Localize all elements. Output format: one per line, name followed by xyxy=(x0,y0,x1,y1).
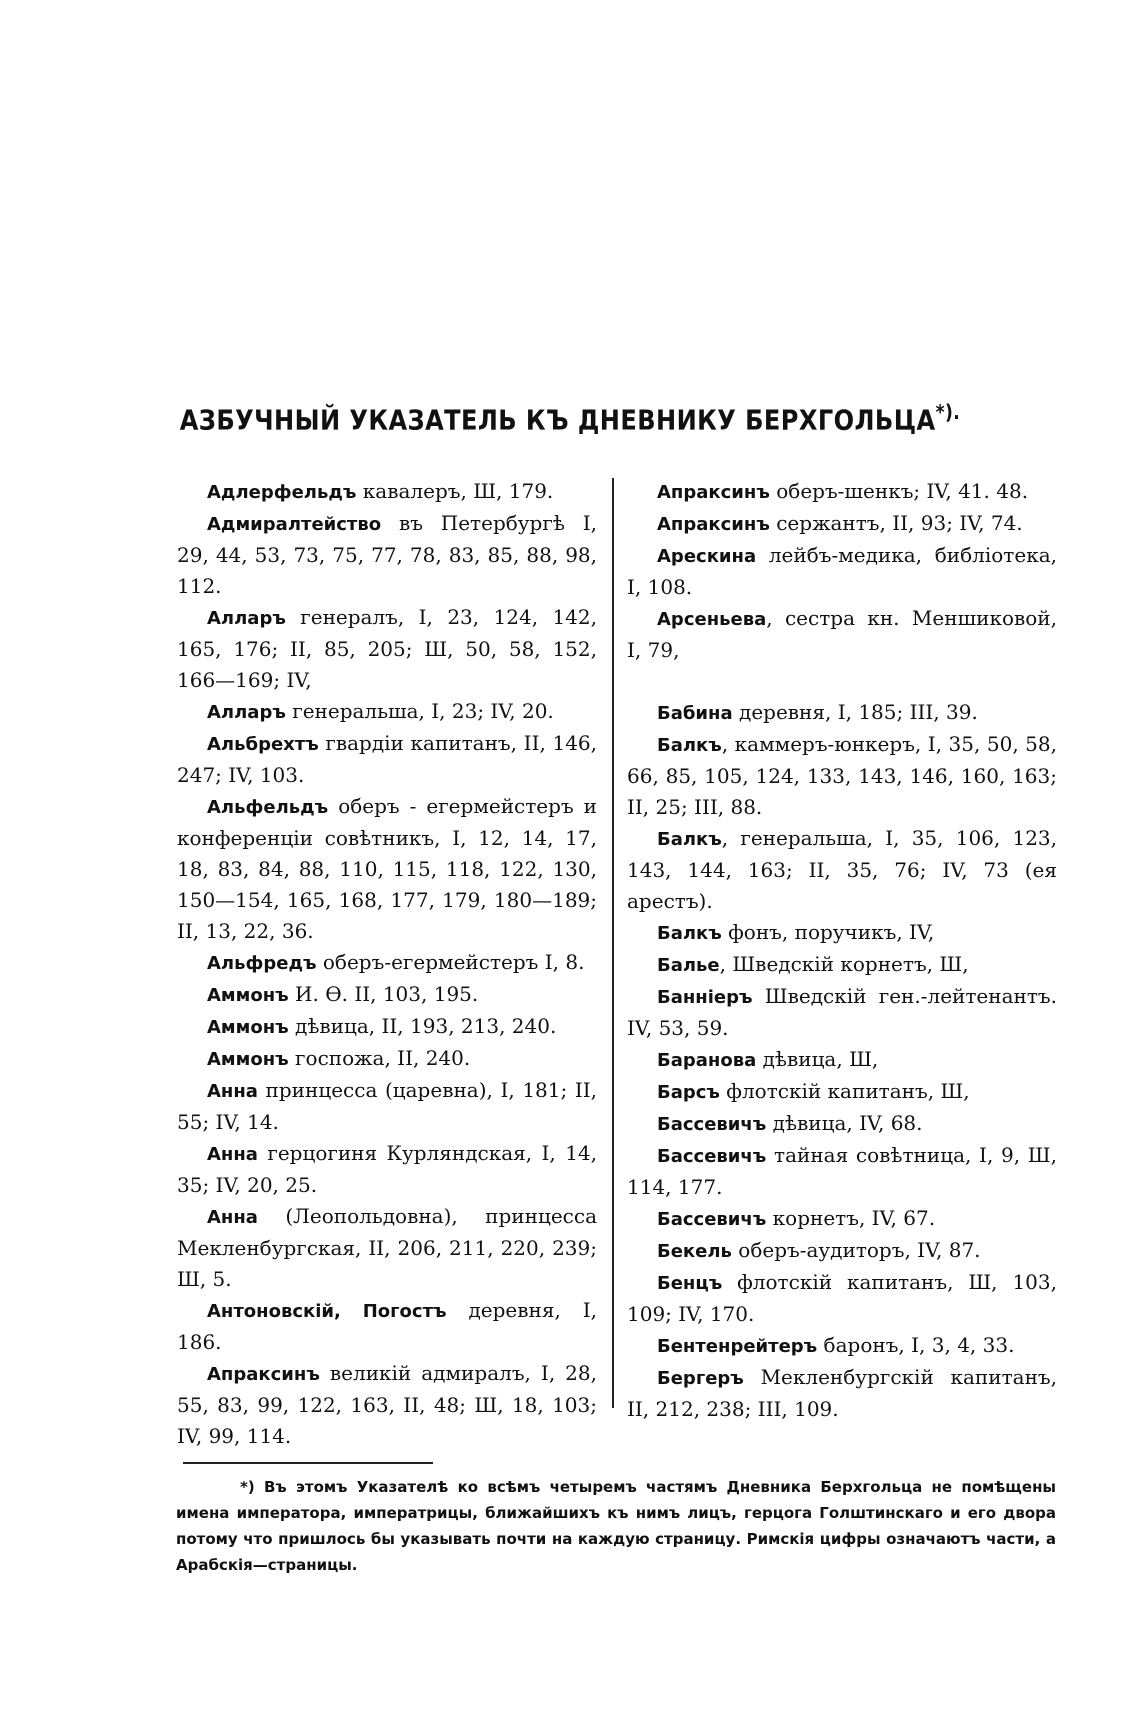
entry-head: Алларъ xyxy=(207,702,286,723)
index-entry xyxy=(627,1076,1057,1108)
entry-head: Апраксинъ xyxy=(657,514,770,535)
index-entry xyxy=(627,697,1057,729)
entry-text: великій адмиралъ, I, 28, 55, 83, 99, 122, 163, II, 48; Ш, 18, 103; IV, 99, 114. xyxy=(177,1361,597,1448)
entry-head: Банніеръ xyxy=(657,987,753,1008)
entry-head: Бентенрейтеръ xyxy=(657,1336,818,1357)
entry-head: Апраксинъ xyxy=(207,1364,320,1385)
entry-text: деревня, I, 185; III, 39. xyxy=(732,700,978,724)
index-entry xyxy=(177,1011,597,1043)
entry-head: Арескина xyxy=(657,546,757,567)
entry-text: принцесса (царевна), I, 181; II, 55; IV, 14. xyxy=(177,1078,597,1134)
index-entry xyxy=(627,981,1057,1044)
entry-text: Шведскій ген.-лейтенантъ. IV, 53, 59. xyxy=(627,984,1057,1040)
entry-head: Анна xyxy=(207,1081,258,1102)
index-entry xyxy=(627,1044,1057,1076)
entry-head: Альфельдъ xyxy=(207,797,329,818)
index-entry xyxy=(177,1075,597,1138)
index-entry xyxy=(627,949,1057,981)
entry-head: Адмиралтейство xyxy=(207,514,382,535)
index-entry xyxy=(177,728,597,791)
index-entry xyxy=(627,1235,1057,1267)
index-entry xyxy=(177,1138,597,1201)
footnote-mark: *). xyxy=(935,400,961,424)
entry-head: Антоновскій, Погостъ xyxy=(207,1301,447,1322)
entry-text: дѣвица, IV, 68. xyxy=(766,1111,923,1135)
entry-head: Балкъ xyxy=(657,735,722,756)
entry-head: Бергеръ xyxy=(657,1368,744,1389)
left-column xyxy=(177,476,597,1452)
index-entry xyxy=(627,1203,1057,1235)
entry-head: Бенцъ xyxy=(657,1273,723,1294)
entry-text: кавалеръ, Ш, 179. xyxy=(356,479,554,503)
entry-text: , каммеръ-юнкеръ, I, 35, 50, 58, 66, 85, 105, 124, 133, 143, 146, 160, 163; II, 25; III, 88. xyxy=(627,732,1057,819)
entry-head: Баранова xyxy=(657,1050,757,1071)
entry-text: оберъ-егермейстеръ I, 8. xyxy=(316,950,585,974)
right-column xyxy=(627,476,1057,1425)
entry-head: Барсъ xyxy=(657,1082,720,1103)
index-entry xyxy=(627,540,1057,603)
index-entry xyxy=(627,729,1057,823)
entry-text: герцогиня Курляндская, I, 14, 35; IV, 20, 25. xyxy=(177,1141,597,1197)
index-entry xyxy=(177,1358,597,1452)
entry-head: Альфредъ xyxy=(207,953,317,974)
entry-head: Аммонъ xyxy=(207,1049,289,1070)
index-entry xyxy=(627,508,1057,540)
index-entry xyxy=(627,1108,1057,1140)
footnote: *) Въ этомъ Указателѣ ко всѣмъ четыремъ частямъ Дневника Берхгольца не помѣщены имена императора, императрицы, ближайшихъ къ нимъ лицъ, герцога Голштинскаго и его двора потому что пришлось бы указывать почти на каждую страницу. Римскія цифры означаютъ части, а Арабскія—страницы. xyxy=(176,1478,1056,1574)
entry-text: въ Петербургѣ I, 29, 44, 53, 73, 75, 77, 78, 83, 85, 88, 98, 112. xyxy=(177,511,597,598)
entry-head: Балкъ xyxy=(657,829,722,850)
entry-head: Балкъ xyxy=(657,923,722,944)
entry-text: , Шведскій корнетъ, Ш, xyxy=(719,952,969,976)
entry-text: И. Ѳ. II, 103, 195. xyxy=(288,982,479,1006)
entry-head: Балье xyxy=(657,955,720,976)
entry-text: оберъ-аудиторъ, IV, 87. xyxy=(731,1238,981,1262)
page-title xyxy=(80,400,1060,436)
entry-head: Алларъ xyxy=(207,608,286,629)
index-entry xyxy=(177,476,597,508)
section-break xyxy=(627,666,1057,697)
entry-text: корнетъ, IV, 67. xyxy=(766,1206,936,1230)
entry-head: Бабина xyxy=(657,703,733,724)
index-entry xyxy=(627,823,1057,917)
index-entry xyxy=(177,1295,597,1358)
entry-head: Адлерфельдъ xyxy=(207,482,357,503)
entry-text: деревня, I, 186. xyxy=(177,1298,597,1354)
index-entry xyxy=(177,508,597,602)
entry-text: госпожа, II, 240. xyxy=(288,1046,471,1070)
entry-text: дѣвица, II, 193, 213, 240. xyxy=(288,1014,557,1038)
entry-text: дѣвица, Ш, xyxy=(756,1047,879,1071)
entry-head: Апраксинъ xyxy=(657,482,770,503)
index-entry xyxy=(627,603,1057,666)
entry-head: Анна xyxy=(207,1144,258,1165)
index-entry xyxy=(627,476,1057,508)
index-entry xyxy=(177,1043,597,1075)
entry-text: гвардіи капитанъ, II, 146, 247; IV, 103. xyxy=(177,731,597,787)
entry-text: баронъ, I, 3, 4, 33. xyxy=(817,1333,1015,1357)
entry-text: фонъ, поручикъ, IV, xyxy=(721,920,935,944)
index-entry xyxy=(177,602,597,696)
entry-text: генеральша, I, 23; IV, 20. xyxy=(285,699,554,723)
index-entry xyxy=(177,947,597,979)
index-entry xyxy=(627,1267,1057,1330)
entry-head: Альбрехтъ xyxy=(207,734,319,755)
entry-head: Арсеньева xyxy=(657,609,767,630)
index-entry xyxy=(177,1201,597,1295)
entry-text: оберъ - егермейстеръ и конференціи совѣтникъ, I, 12, 14, 17, 18, 83, 84, 88, 110, 115, 118, 122, 130, 150—154, 165, 168, 177, 179, 180—189; II, 13, 22, 36. xyxy=(177,794,597,943)
index-entry xyxy=(177,791,597,947)
entry-text: флотскій капитанъ, Ш, xyxy=(719,1079,970,1103)
column-divider xyxy=(612,478,614,1408)
entry-text: , генеральша, I, 35, 106, 123, 143, 144, 163; II, 35, 76; IV, 73 (ея арестъ). xyxy=(627,826,1057,913)
entry-text: лейбъ-медика, библіотека, I, 108. xyxy=(627,543,1057,599)
entry-text: (Леопольдовна), принцесса Мекленбургская, II, 206, 211, 220, 239; Ш, 5. xyxy=(177,1204,597,1291)
entry-head: Бассевичъ xyxy=(657,1146,767,1167)
entry-text: генералъ, I, 23, 124, 142, 165, 176; II, 85, 205; Ш, 50, 58, 152, 166—169; IV, xyxy=(177,605,597,692)
entry-text: сержантъ, II, 93; IV, 74. xyxy=(769,511,1023,535)
entry-head: Аммонъ xyxy=(207,985,289,1006)
index-entry xyxy=(177,696,597,728)
entry-head: Бекель xyxy=(657,1241,732,1262)
entry-text: тайная совѣтница, I, 9, Ш, 114, 177. xyxy=(627,1143,1057,1199)
entry-text: оберъ-шенкъ; IV, 41. 48. xyxy=(769,479,1029,503)
entry-head: Бассевичъ xyxy=(657,1114,767,1135)
entry-head: Аммонъ xyxy=(207,1017,289,1038)
index-entry xyxy=(627,1362,1057,1425)
title-text: АЗБУЧНЫЙ УКАЗАТЕЛЬ КЪ ДНЕВНИКУ БЕРХГОЛЬЦА xyxy=(179,403,936,437)
index-entry xyxy=(627,1330,1057,1362)
entry-head: Бассевичъ xyxy=(657,1209,767,1230)
index-entry xyxy=(627,917,1057,949)
entry-text: флотскій капитанъ, Ш, 103, 109; IV, 170. xyxy=(627,1270,1057,1326)
entry-text: , сестра кн. Меншиковой, I, 79, xyxy=(627,606,1057,662)
index-entry xyxy=(627,1140,1057,1203)
footnote-rule xyxy=(183,1462,433,1464)
entry-text: Мекленбургскій капитанъ, II, 212, 238; III, 109. xyxy=(627,1365,1057,1421)
entry-head: Анна xyxy=(207,1207,258,1228)
index-entry xyxy=(177,979,597,1011)
